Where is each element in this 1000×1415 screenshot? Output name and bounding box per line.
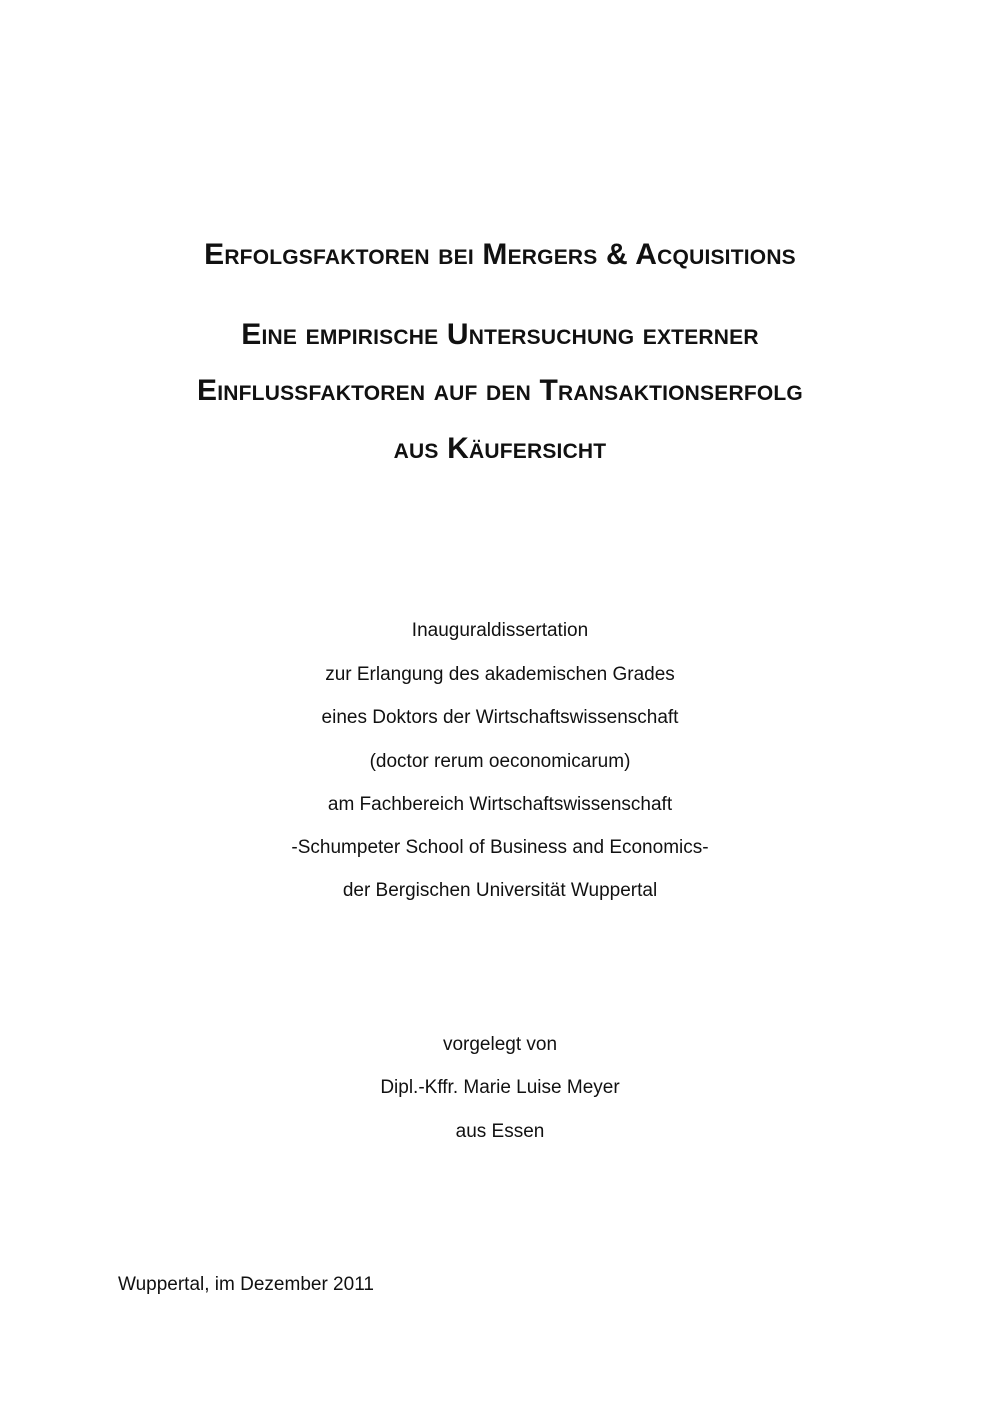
university-line: der Bergischen Universität Wuppertal (342, 880, 658, 901)
author-name: Dipl.-Kffr. Marie Luise Meyer (380, 1077, 620, 1098)
dissertation-type: Inauguraldissertation (411, 620, 589, 641)
dissertation-info-line: am Fachbereich Wirtschaftswissenschaft (327, 794, 673, 815)
place-and-date: Wuppertal, im Dezember 2011 (118, 1274, 374, 1295)
author-origin: aus Essen (455, 1121, 545, 1142)
presented-by: vorgelegt von (442, 1034, 558, 1055)
dissertation-info-line: (doctor rerum oeconomicarum) (369, 751, 631, 772)
dissertation-info-line: -Schumpeter School of Business and Economics- (291, 837, 709, 858)
main-title: Erfolgsfaktoren bei Mergers & Acquisitions (204, 238, 796, 271)
dissertation-info-line: zur Erlangung des akademischen Grades (325, 664, 675, 685)
subtitle-line-2: Einflussfaktoren auf den Transaktionserfolg (197, 374, 803, 407)
subtitle-line-1: Eine empirische Untersuchung externer (241, 318, 759, 351)
dissertation-info-line: eines Doktors der Wirtschaftswissenschaft (321, 707, 679, 728)
subtitle-line-3: aus Käufersicht (393, 432, 607, 465)
